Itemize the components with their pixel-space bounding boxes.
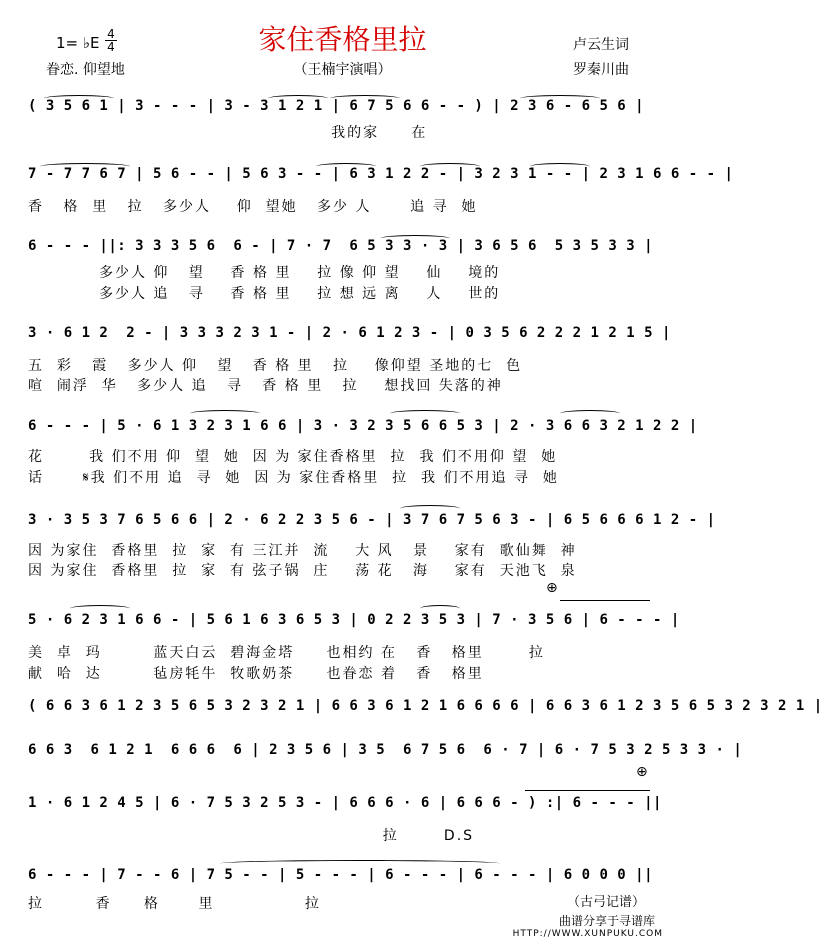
lyric-line: 五 彩 霞 多少人 仰 望 香 格 里 拉 像仰望 圣地的七 色 [28, 358, 523, 374]
slur [520, 95, 600, 102]
slur [420, 163, 480, 170]
coda-icon: ⊕ [636, 764, 648, 780]
lyric-line: 喧 闹浮 华 多少人 追 寻 香 格 里 拉 想找回 失落的神 [28, 378, 503, 394]
notation-line: 6 - - - | 7 - - 6 | 7 5 - - | 5 - - - | 6 - - - | 6 - - - | 6 0 0 0 || [28, 867, 654, 883]
meter-top: 4 [105, 28, 117, 41]
notation-line: 5 · 6 2 3 1 6 6 - | 5 6 1 6 3 6 5 3 | 0 2 2 3 5 3 | 7 · 3 5 6 | 6 - - - | [28, 612, 680, 628]
lyric-line: 拉 香 格 里 拉 [28, 896, 321, 912]
lyric-line: 因 为家住 香格里 拉 家 有 三江并 流 大 风 景 家有 歌仙舞 神 [28, 543, 577, 559]
footer-site-name: 曲谱分享于寻谱库 [558, 914, 655, 928]
lyric-line: 香 格 里 拉 多少人 仰 望她 多少 人 追 寻 她 [28, 199, 478, 215]
notation-line: 6 - - - | 5 · 6 1 3 2 3 1 6 6 | 3 · 3 2 3 5 6 6 5 3 | 2 · 3 6 6 3 2 1 2 2 | [28, 418, 698, 434]
transcriber-credit: （古弓记谱） [566, 895, 645, 910]
notation-line: ( 6 6 3 6 1 2 3 5 6 5 3 2 3 2 1 | 6 6 3 6 1 2 1 6 6 6 6 | 6 6 3 6 1 2 3 5 6 5 3 2 3 2 1 | [28, 698, 823, 714]
notation-line: 1 · 6 1 2 4 5 | 6 · 7 5 3 2 5 3 - | 6 6 6 · 6 | 6 6 6 - ) :| 6 - - - || [28, 795, 662, 811]
slur [390, 410, 460, 417]
composer: 罗秦川曲 [573, 62, 629, 78]
slur [40, 163, 130, 170]
lyric-line: 花 我 们不用 仰 望 她 因 为 家住香格里 拉 我 们不用仰 望 她 [28, 449, 558, 465]
slur [70, 605, 130, 612]
lyric-line: 美 卓 玛 蓝天白云 碧海金塔 也相约 在 香 格里 拉 [28, 645, 545, 661]
slur [380, 235, 450, 242]
score-header [0, 0, 685, 90]
slur [268, 95, 328, 102]
volta-bracket [560, 600, 650, 602]
slur [44, 95, 114, 102]
lyric-line: 多少人 追 寻 香 格 里 拉 想 远 离 人 世的 [28, 286, 501, 302]
coda-icon: ⊕ [546, 580, 558, 596]
slur [400, 505, 460, 512]
lyric-line: 因 为家住 香格里 拉 家 有 弦子锅 庄 荡 花 海 家有 天池飞 泉 [28, 563, 577, 579]
slur [420, 605, 460, 612]
lyric-line: 献 哈 达 毡房牦牛 牧歌奶茶 也眷恋 着 香 格里 [28, 666, 484, 682]
slur [330, 95, 400, 102]
notation-line: 3 · 3 5 3 7 6 5 6 6 | 2 · 6 2 2 3 5 6 - | 3 7 6 7 5 6 3 - | 6 5 6 6 6 1 2 - | [28, 512, 716, 528]
lyric-line: 我的家 在 [28, 125, 428, 141]
lyricist: 卢云生词 [573, 37, 629, 53]
lyric-line: 拉 D.S [28, 828, 475, 844]
performer: （王楠宇演唱） [293, 62, 392, 78]
slur [560, 410, 620, 417]
slur [316, 163, 376, 170]
slur [220, 860, 500, 867]
tempo-mood: 眷恋. 仰望地 [46, 62, 125, 78]
volta-bracket [525, 790, 650, 792]
notation-line: ( 3 5 6 1 | 3 - - - | 3 - 3 1 2 1 | 6 7 5 6 6 - - ) | 2 3 6 - 6 5 6 | [28, 98, 645, 114]
footer-url[interactable]: HTTP://WWW.XUNPUKU.COM [512, 929, 663, 939]
key-signature: 1= ♭E [56, 34, 100, 52]
notation-line: 6 6 3 6 1 2 1 6 6 6 6 | 2 3 5 6 | 3 5 6 7 5 6 6 · 7 | 6 · 7 5 3 2 5 3 3 · | [28, 742, 743, 758]
slur [190, 410, 260, 417]
slur [530, 163, 590, 170]
notation-line: 7 - 7 7 6 7 | 5 6 - - | 5 6 3 - - | 6 3 1 2 2 - | 3 2 3 1 - - | 2 3 1 6 6 - - | [28, 166, 734, 182]
notation-line: 6 - - - ||: 3 3 3 5 6 6 - | 7 · 7 6 5 3 3 · 3 | 3 6 5 6 5 3 5 3 3 | [28, 238, 654, 254]
lyric-line: 话 𝄋我 们不用 追 寻 她 因 为 家住香格里 拉 我 们不用追 寻 她 [28, 470, 559, 486]
lyric-line: 多少人 仰 望 香 格 里 拉 像 仰 望 仙 境的 [28, 265, 501, 281]
meter-bottom: 4 [107, 40, 115, 54]
notation-line: 3 · 6 1 2 2 - | 3 3 3 2 3 1 - | 2 · 6 1 2 3 - | 0 3 5 6 2 2 2 1 2 1 5 | [28, 325, 671, 341]
song-title: 家住香格里拉 [258, 23, 427, 56]
